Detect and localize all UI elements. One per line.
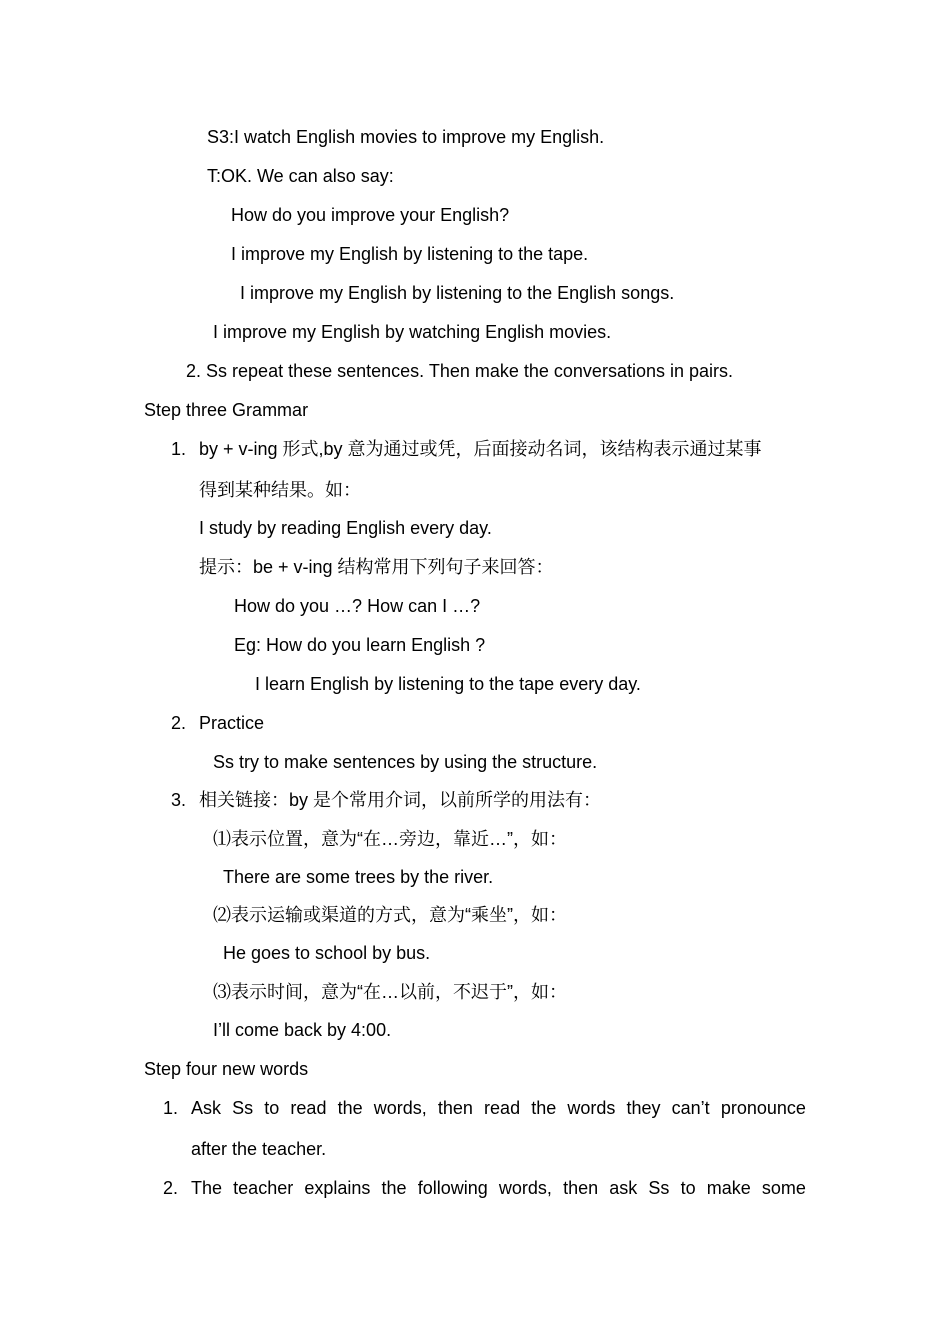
word: read: [290, 1098, 327, 1118]
word: they: [626, 1098, 661, 1118]
usage-3-example: I’ll come back by 4:00.: [213, 1020, 392, 1040]
word: words,: [498, 1178, 552, 1198]
grammar-tip: 提示：be + v-ing 结构常用下列句子来回答：: [199, 557, 554, 577]
word: the: [381, 1178, 407, 1198]
dialog-answer-2: I improve my English by listening to the English songs.: [240, 283, 675, 303]
usage-2-example: He goes to school by bus.: [223, 943, 431, 963]
word: explains: [304, 1178, 371, 1198]
usage-1: ⑴表示位置，意为“在…旁边，靠近…”，如：: [213, 829, 567, 849]
usage-1-example: There are some trees by the river.: [223, 867, 494, 887]
word: read: [484, 1098, 521, 1118]
grammar-example: I study by reading English every day.: [199, 518, 492, 538]
word: Ss: [232, 1098, 254, 1118]
word: ask: [609, 1178, 638, 1198]
word: words: [567, 1098, 616, 1118]
related-link-title: 相关链接：by 是个常用介词，以前所学的用法有：: [199, 790, 602, 810]
practice-title: Practice: [199, 713, 265, 733]
dialog-s3: S3:I watch English movies to improve my English.: [207, 127, 605, 147]
word: to: [680, 1178, 696, 1198]
list-number: 3.: [171, 790, 187, 810]
usage-2: ⑵表示运输或渠道的方式，意为“乘坐”，如：: [213, 905, 567, 925]
word: some: [761, 1178, 806, 1198]
word: then: [437, 1098, 473, 1118]
grammar-explanation-line-1: by + v-ing 形式,by 意为通过或凭，后面接动名词，该结构表示通过某事: [199, 439, 762, 459]
word: following: [417, 1178, 488, 1198]
step3-heading: Step three Grammar: [144, 400, 309, 420]
word: the: [531, 1098, 557, 1118]
word: the: [337, 1098, 363, 1118]
dialog-answer-1: I improve my English by listening to the tape.: [231, 244, 589, 264]
dialog-answer-3: I improve my English by watching English movies.: [213, 322, 612, 342]
list-number: 1.: [163, 1098, 179, 1118]
practice-text: Ss try to make sentences by using the structure.: [213, 752, 598, 772]
question-forms: How do you …? How can I …?: [234, 596, 481, 616]
usage-3: ⑶表示时间，意为“在…以前，不迟于”，如：: [213, 982, 567, 1002]
step2-item-2: [186, 359, 733, 383]
list-number: 2.: [171, 713, 187, 733]
list-number: 1.: [171, 439, 187, 459]
grammar-explanation-line-2: 得到某种结果。如：: [199, 480, 361, 500]
word: make: [706, 1178, 751, 1198]
list-number: 2.: [163, 1178, 179, 1198]
word: then: [563, 1178, 599, 1198]
step4-item-1-line-2: after the teacher.: [191, 1139, 327, 1159]
dialog-teacher: T:OK. We can also say:: [207, 166, 394, 186]
word: teacher: [233, 1178, 294, 1198]
word: Ss: [648, 1178, 670, 1198]
dialog-question: How do you improve your English?: [231, 205, 510, 225]
word: to: [264, 1098, 280, 1118]
word: Ask: [191, 1098, 222, 1118]
step4-item-1-line-1: [191, 1096, 806, 1120]
word: pronounce: [720, 1098, 806, 1118]
list-number: 2.: [186, 361, 202, 381]
eg-answer: I learn English by listening to the tape every day.: [255, 674, 641, 694]
list-text: Ss repeat these sentences. Then make the conversations in pairs.: [206, 361, 733, 381]
step4-item-2-line-1: [191, 1176, 806, 1200]
word: can’t: [671, 1098, 710, 1118]
word: words,: [373, 1098, 427, 1118]
word: The: [191, 1178, 223, 1198]
step4-heading: Step four new words: [144, 1059, 309, 1079]
eg-question: Eg: How do you learn English ?: [234, 635, 486, 655]
